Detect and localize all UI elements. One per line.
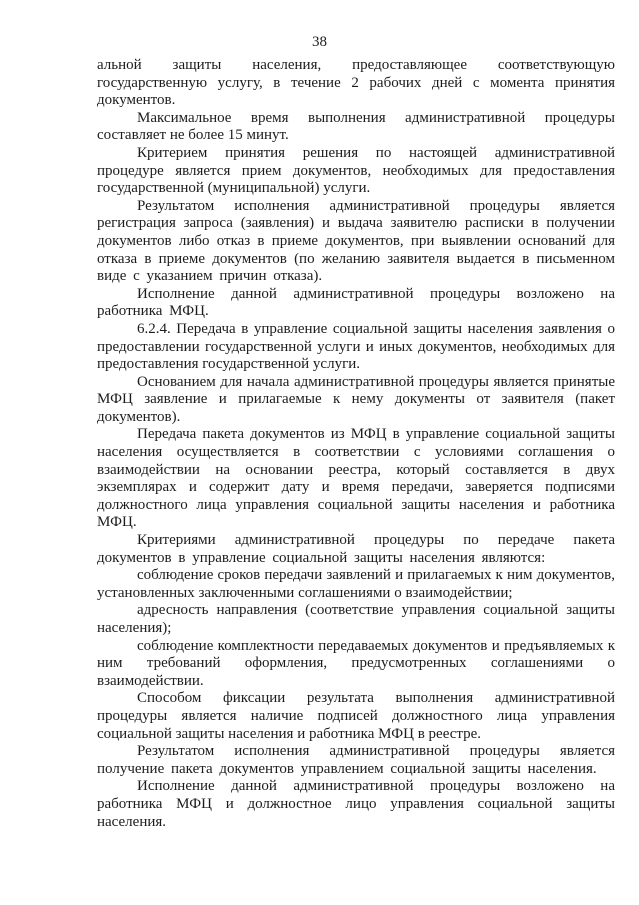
paragraph-criteria: Критериями административной процедуры по передаче пакета документов в управление социальной защиты населения являются:: [97, 532, 615, 566]
paragraph-result-transfer: Результатом исполнения административной процедуры является получение пакета документов управлением социальной защиты населения.: [97, 743, 615, 777]
paragraph-responsible-transfer: Исполнение данной административной процедуры возложено на работника МФЦ и должностное лицо управления социальной защиты населения.: [97, 778, 615, 830]
paragraph-criterion-deadlines: соблюдение сроков передачи заявлений и прилагаемых к ним документов, установленных заключенными соглашениями о взаимодействии;: [97, 567, 615, 601]
paragraph-section-6-2-4: 6.2.4. Передача в управление социальной защиты населения заявления о предоставлении государственной услуги и иных документов, необходимых для предоставления государственной услуги.: [97, 320, 615, 373]
document-body: [97, 57, 615, 831]
paragraph-continuation: альной защиты населения, предоставляющее соответствующую государственную услугу, в течение 2 рабочих дней с момента принятия документов.: [97, 57, 615, 109]
paragraph-max-time: Максимальное время выполнения административной процедуры составляет не более 15 минут.: [97, 109, 615, 144]
paragraph-decision-criterion: Критерием принятия решения по настоящей административной процедуре является прием документов, необходимых для предоставления государственной (муниципальной) услуги.: [97, 144, 615, 197]
paragraph-criterion-completeness: соблюдение комплектности передаваемых документов и предъявляемых к ним требований оформления, предусмотренных соглашениями о взаимодействии.: [97, 637, 615, 689]
paragraph-basis: Основанием для начала административной процедуры является принятые МФЦ заявление и прилагаемые к нему документы от заявителя (пакет документов).: [97, 373, 615, 425]
paragraph-responsible: Исполнение данной административной процедуры возложено на работника МФЦ.: [97, 285, 615, 320]
paragraph-criterion-addressing: адресность направления (соответствие управления социальной защиты населения);: [97, 602, 615, 636]
page-number: 38: [312, 34, 327, 50]
paragraph-fixation: Способом фиксации результата выполнения административной процедуры является наличие подписей должностного лица управления социальной защиты населения и работника МФЦ в реестре.: [97, 690, 615, 742]
paragraph-transfer: Передача пакета документов из МФЦ в управление социальной защиты населения осуществляется в соответствии с условиями соглашения о взаимодействии на основании реестра, который составляется в двух экземплярах и содержит дату и время передачи, заверяется подписями должностного лица управления социальной защиты населения и работника МФЦ.: [97, 426, 615, 531]
paragraph-result: Результатом исполнения административной процедуры является регистрация запроса (заявления) и выдача заявителю расписки в получении документов либо отказ в приеме документов, при выявлении оснований для отказа в приеме документов (по желанию заявителя выдается в письменном виде с указанием причин отказа).: [97, 197, 615, 285]
